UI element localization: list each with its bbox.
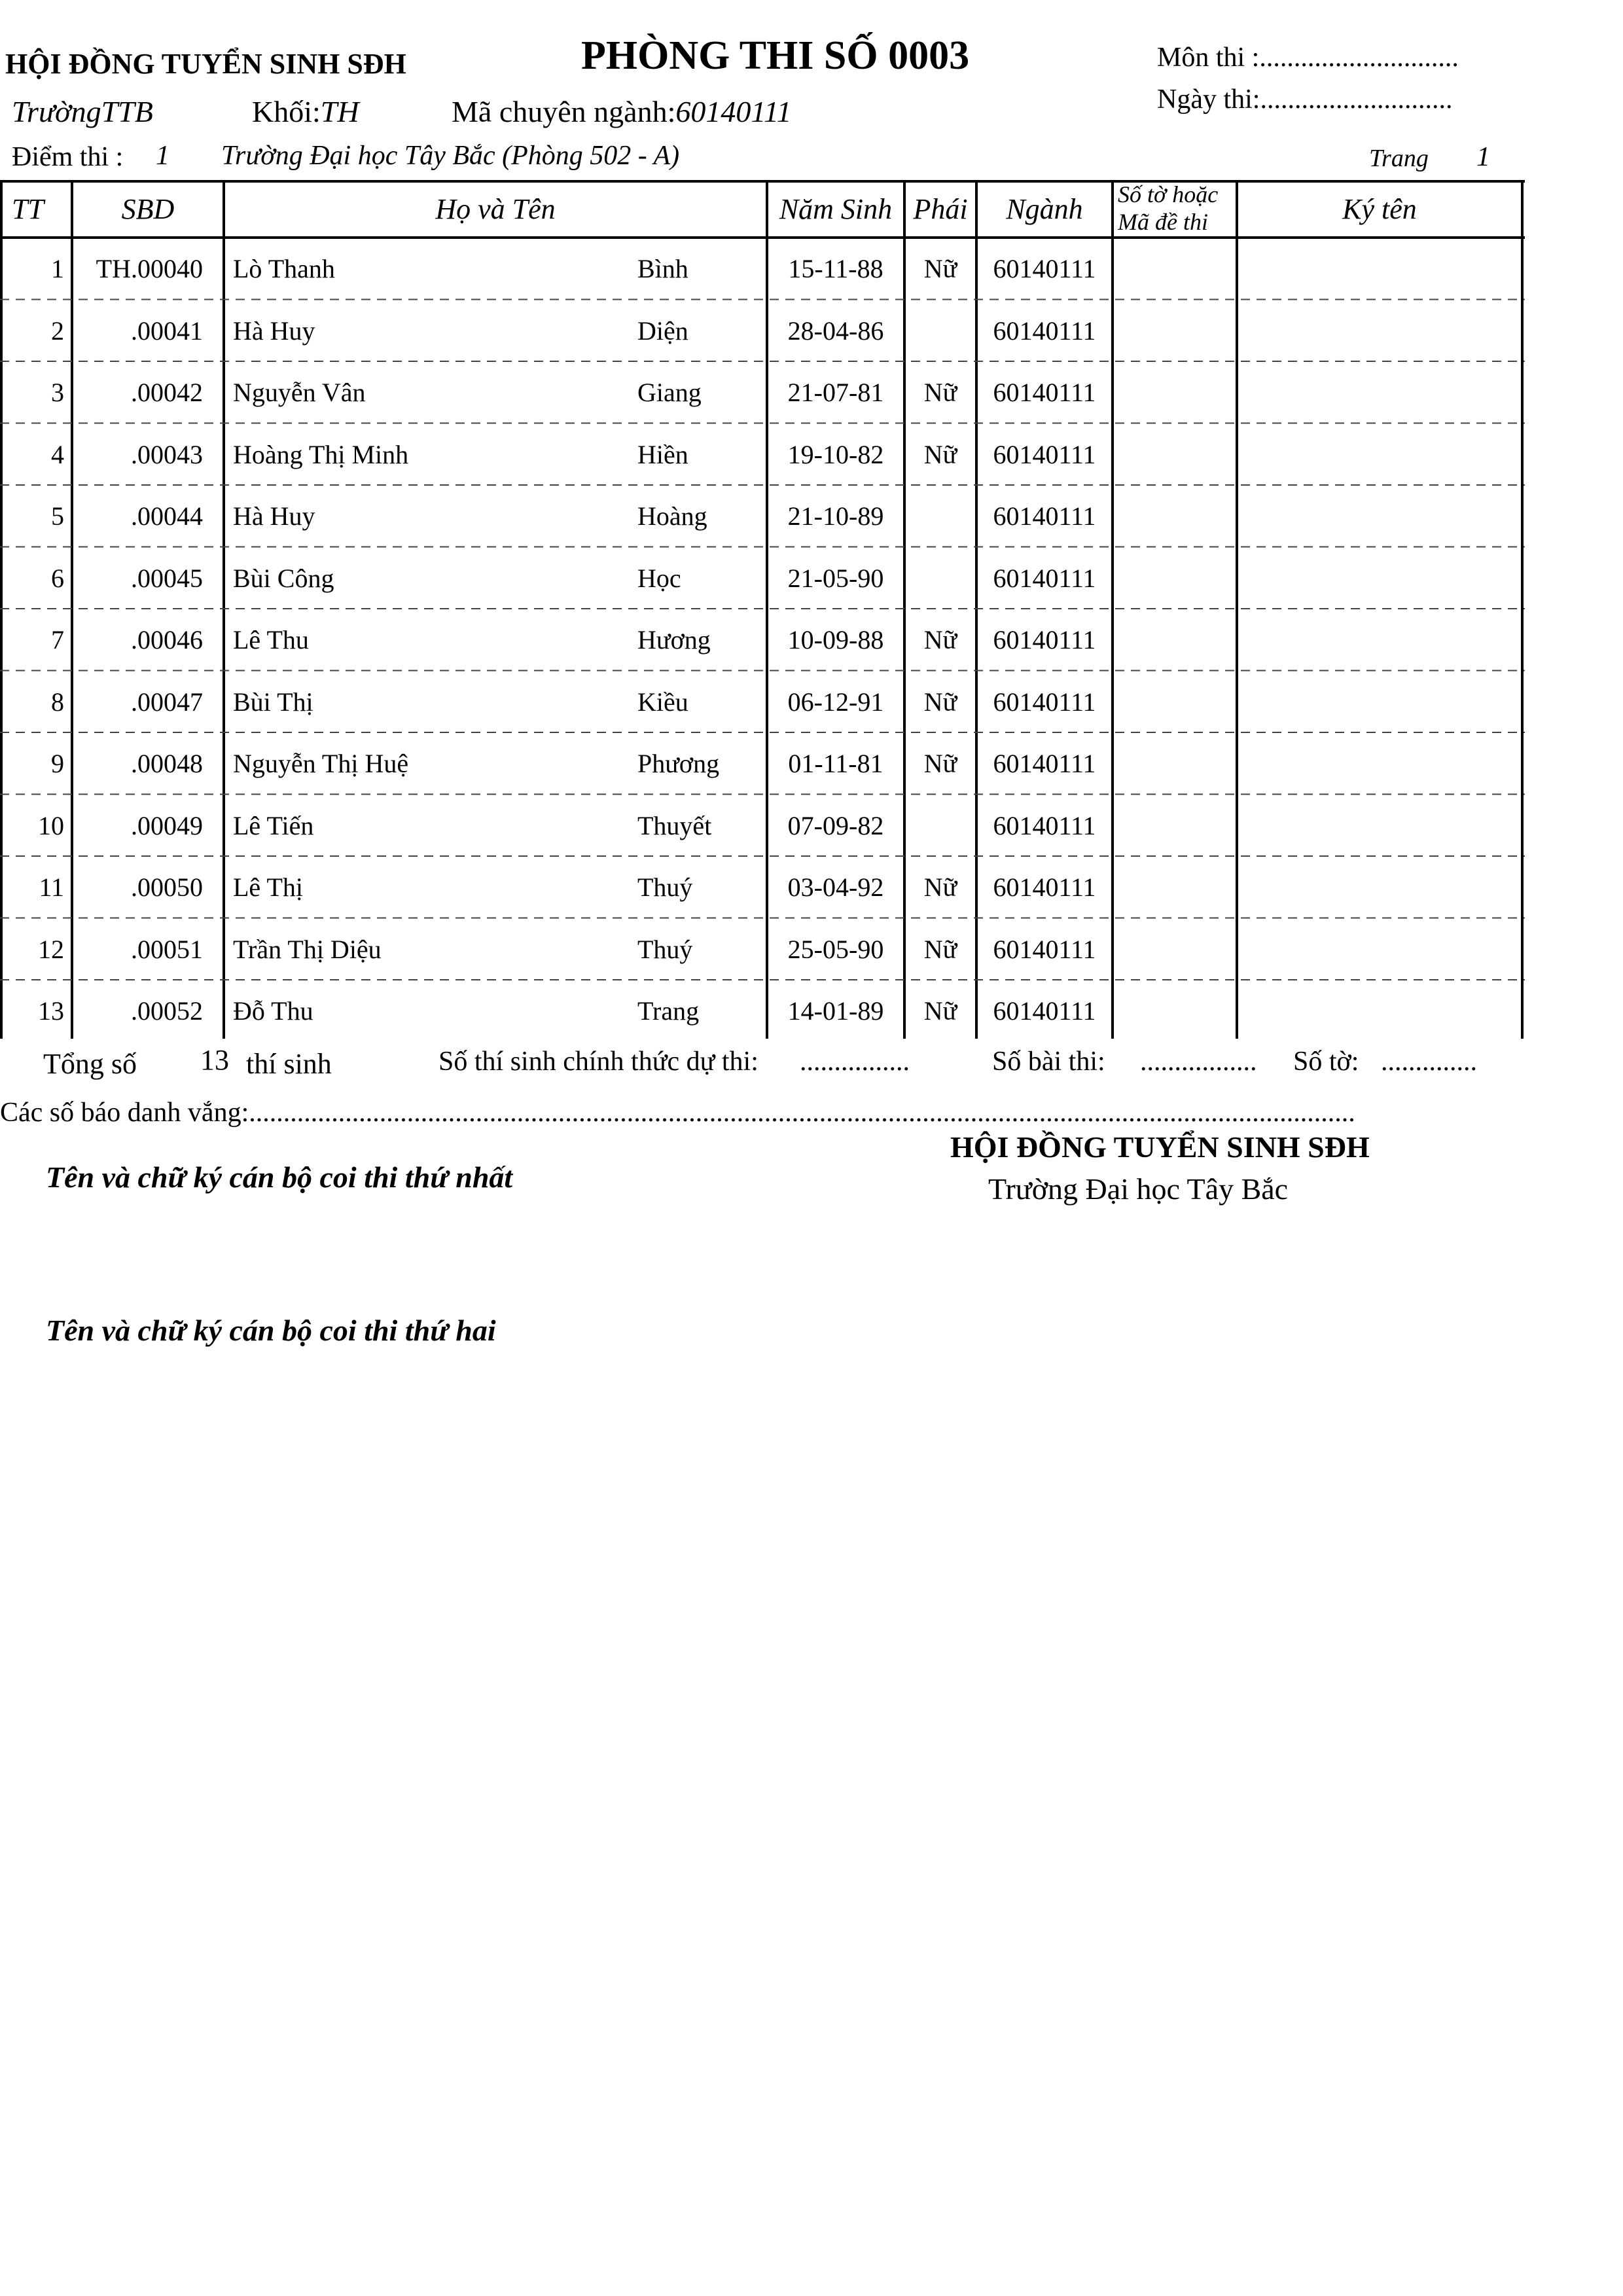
cell-first-name: Hiền [637, 439, 688, 469]
exam-site-name: Trường Đại học Tây Bắc (Phòng 502 - A) [221, 141, 680, 171]
candidates-label: thí sinh [246, 1048, 332, 1080]
cell-sbd: .00046 [131, 625, 203, 655]
cell-major: 60140111 [993, 810, 1096, 840]
cell-first-name: Hoàng [637, 501, 707, 531]
cell-first-name: Diện [637, 315, 688, 346]
cell-sex: Nữ [923, 687, 957, 717]
cell-tt: 11 [39, 872, 64, 902]
cell-dob: 07-09-82 [787, 810, 884, 840]
block-value: TH [320, 95, 359, 128]
cell-dob: 21-07-81 [787, 378, 884, 407]
cell-major: 60140111 [993, 378, 1096, 407]
cell-last-name: Hà Huy [233, 315, 315, 346]
cell-sbd: .00045 [131, 563, 203, 593]
cell-major: 60140111 [993, 872, 1096, 902]
cell-sbd: .00047 [131, 687, 203, 717]
cell-major: 60140111 [993, 934, 1096, 964]
col-header-sbd: SBD [121, 192, 175, 225]
col-header-tt: TT [12, 192, 44, 225]
council-signature-school: Trường Đại học Tây Bắc [988, 1172, 1289, 1206]
cell-dob: 19-10-82 [787, 439, 884, 469]
col-header-sheets-line2: Mã đề thi [1118, 209, 1208, 235]
cell-last-name: Nguyễn Vân [233, 378, 366, 407]
cell-sbd: .00044 [131, 501, 203, 531]
cell-tt: 5 [51, 501, 64, 531]
col-header-sign: Ký tên [1342, 192, 1417, 225]
cell-tt: 12 [38, 934, 64, 964]
cell-first-name: Hương [637, 625, 711, 655]
cell-last-name: Lê Thị [233, 872, 304, 902]
cell-major: 60140111 [993, 563, 1096, 593]
cell-tt: 8 [51, 687, 64, 717]
cell-sex: Nữ [923, 625, 957, 655]
cell-last-name: Hà Huy [233, 501, 315, 531]
cell-dob: 14-01-89 [787, 996, 884, 1026]
cell-major: 60140111 [993, 996, 1096, 1026]
school-line [12, 94, 153, 129]
major-value: 60140111 [675, 95, 792, 128]
cell-sex: Nữ [923, 254, 957, 283]
cell-dob: 06-12-91 [787, 687, 884, 717]
school-value: TTB [101, 95, 153, 128]
col-header-sheets-line1: Số tờ hoặc [1118, 181, 1219, 207]
cell-last-name: Lê Thu [233, 625, 309, 655]
cell-major: 60140111 [993, 749, 1096, 778]
cell-dob: 25-05-90 [787, 934, 884, 964]
cell-sex: Nữ [923, 872, 957, 902]
cell-dob: 15-11-88 [788, 254, 883, 283]
cell-sex: Nữ [923, 378, 957, 407]
cell-last-name: Bùi Công [233, 563, 334, 593]
exam-site-label: Điểm thi : [12, 142, 124, 172]
page-label: Trang [1369, 145, 1429, 172]
candidate-table-grid [0, 180, 1525, 1039]
cell-major: 60140111 [993, 501, 1096, 531]
cell-last-name: Hoàng Thị Minh [233, 439, 409, 469]
cell-first-name: Giang [637, 378, 702, 407]
cell-dob: 01-11-81 [788, 749, 883, 778]
cell-dob: 28-04-86 [787, 315, 884, 346]
total-value: 13 [200, 1044, 229, 1076]
papers-label: Số bài thi: [992, 1047, 1105, 1077]
cell-sbd: .00052 [131, 996, 203, 1026]
col-header-dob: Năm Sinh [779, 192, 893, 225]
cell-first-name: Thuyết [637, 810, 712, 840]
sheets-label: Số tờ: [1293, 1047, 1359, 1077]
exam-date-field: Ngày thi:............................ [1157, 84, 1453, 115]
sheets-field: .............. [1381, 1047, 1477, 1077]
major-line [452, 94, 792, 129]
cell-dob: 21-10-89 [787, 501, 884, 531]
cell-sex: Nữ [923, 934, 957, 964]
proctor1-signature-label: Tên và chữ ký cán bộ coi thi thứ nhất [46, 1160, 513, 1194]
col-header-major: Ngành [1006, 192, 1083, 225]
cell-first-name: Bình [637, 254, 688, 283]
cell-sbd: .00043 [131, 439, 203, 469]
cell-first-name: Phương [637, 749, 720, 778]
col-header-sheets [1118, 181, 1218, 236]
col-header-name: Họ và Tên [435, 192, 556, 225]
proctor2-signature-label: Tên và chữ ký cán bộ coi thi thứ hai [46, 1314, 496, 1347]
cell-sex: Nữ [923, 749, 957, 778]
cell-dob: 03-04-92 [787, 872, 884, 902]
cell-major: 60140111 [993, 254, 1096, 283]
cell-sbd: .00050 [131, 872, 203, 902]
cell-tt: 7 [51, 625, 64, 655]
exam-site-value: 1 [156, 141, 169, 171]
cell-sex: Nữ [923, 439, 957, 469]
cell-tt: 3 [51, 378, 64, 407]
cell-first-name: Thuý [637, 934, 693, 964]
cell-tt: 9 [51, 749, 64, 778]
cell-major: 60140111 [993, 687, 1096, 717]
col-header-sex: Phái [913, 192, 968, 225]
cell-tt: 2 [51, 315, 64, 346]
cell-sbd: .00049 [131, 810, 203, 840]
cell-last-name: Đỗ Thu [233, 996, 313, 1026]
cell-last-name: Nguyễn Thị Huệ [233, 749, 409, 778]
cell-major: 60140111 [993, 315, 1096, 346]
cell-first-name: Thuý [637, 872, 693, 902]
cell-first-name: Học [637, 563, 681, 593]
page-title: PHÒNG THI SỐ 0003 [581, 33, 970, 78]
cell-tt: 1 [51, 254, 64, 283]
cell-dob: 10-09-88 [787, 625, 884, 655]
official-candidates-label: Số thí sinh chính thức dự thi: [438, 1047, 758, 1077]
council-name: HỘI ĐỒNG TUYỂN SINH SĐH [5, 48, 406, 80]
cell-first-name: Kiều [637, 687, 688, 717]
absent-ids-field: Các số báo danh vắng:................................................................................................................................................................. [0, 1098, 1355, 1128]
school-label: Trường [12, 95, 101, 128]
cell-sbd: TH.00040 [96, 254, 203, 283]
cell-last-name: Trần Thị Diệu [233, 934, 382, 964]
council-signature-title: HỘI ĐỒNG TUYỂN SINH SĐH [950, 1130, 1370, 1164]
cell-last-name: Lò Thanh [233, 254, 335, 283]
cell-major: 60140111 [993, 625, 1096, 655]
cell-dob: 21-05-90 [787, 563, 884, 593]
official-candidates-field: ................ [800, 1047, 910, 1077]
cell-sex: Nữ [923, 996, 957, 1026]
cell-first-name: Trang [637, 996, 700, 1026]
papers-field: ................. [1140, 1047, 1257, 1077]
cell-major: 60140111 [993, 439, 1096, 469]
subject-field: Môn thi :............................. [1157, 43, 1459, 73]
cell-tt: 6 [51, 563, 64, 593]
cell-tt: 13 [38, 996, 64, 1026]
cell-last-name: Bùi Thị [233, 687, 313, 717]
block-line [252, 94, 359, 129]
cell-tt: 10 [38, 810, 64, 840]
page-number: 1 [1476, 142, 1490, 172]
block-label: Khối: [252, 95, 321, 128]
cell-sbd: .00042 [131, 378, 203, 407]
cell-sbd: .00041 [131, 315, 203, 346]
cell-sbd: .00048 [131, 749, 203, 778]
cell-tt: 4 [51, 439, 64, 469]
major-label: Mã chuyên ngành: [452, 95, 676, 128]
cell-sbd: .00051 [131, 934, 203, 964]
total-label: Tổng số [43, 1048, 137, 1080]
cell-last-name: Lê Tiến [233, 810, 314, 840]
